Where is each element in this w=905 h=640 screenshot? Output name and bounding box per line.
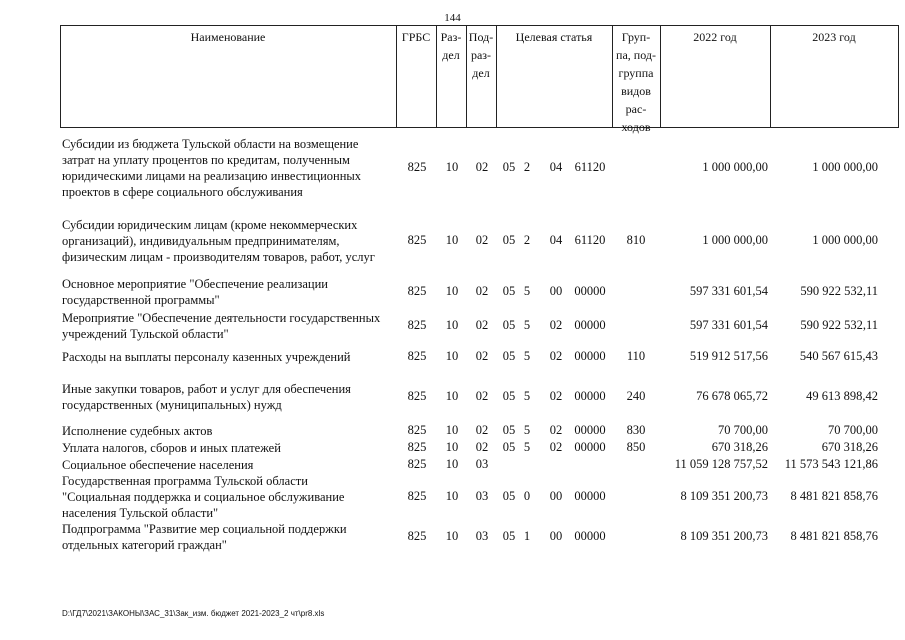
row-name: Государственная программа Тульской области "Социальная поддержка и социальное обслуживание населения Тульской области" bbox=[62, 474, 345, 520]
cell-2023: 590 922 532,11 bbox=[800, 318, 878, 332]
cell-c4: 00000 bbox=[574, 389, 606, 403]
row-name: Иные закупки товаров, работ и услуг для обеспечения государственных (муниципальных) нужд bbox=[62, 382, 351, 412]
cell-c2: 5 bbox=[523, 349, 531, 363]
cell-c2: 5 bbox=[523, 318, 531, 332]
cell-2022: 8 109 351 200,73 bbox=[680, 489, 768, 503]
cell-grbs: 825 bbox=[407, 440, 427, 454]
cell-2023: 590 922 532,11 bbox=[800, 284, 878, 298]
cell-rz: 10 bbox=[445, 489, 459, 503]
cell-2022: 519 912 517,56 bbox=[689, 349, 768, 363]
cell-c2: 1 bbox=[523, 529, 531, 543]
cell-vr: 110 bbox=[626, 349, 646, 363]
file-path-footer: D:\ГД7\2021\ЗАКОНЫ\ЗАС_31\Зак_изм. бюджет 2021-2023_2 чт\pr8.xls bbox=[62, 609, 325, 618]
cell-grbs: 825 bbox=[407, 284, 427, 298]
header-expense-group: Груп- па, под- группа видов рас- ходов bbox=[616, 30, 656, 134]
cell-2022: 11 059 128 757,52 bbox=[674, 457, 768, 471]
cell-pr: 03 bbox=[475, 529, 489, 543]
table-header bbox=[0, 25, 905, 134]
cell-rz: 10 bbox=[445, 318, 459, 332]
cell-c4: 61120 bbox=[574, 160, 606, 174]
cell-pr: 02 bbox=[475, 284, 489, 298]
cell-c4: 00000 bbox=[574, 318, 606, 332]
header-2022: 2022 год bbox=[693, 30, 737, 44]
cell-rz: 10 bbox=[445, 349, 459, 363]
page-number: 144 bbox=[444, 12, 461, 24]
cell-c4: 00000 bbox=[574, 423, 606, 437]
row-name: Уплата налогов, сборов и иных платежей bbox=[62, 441, 281, 455]
cell-grbs: 825 bbox=[407, 423, 427, 437]
cell-rz: 10 bbox=[445, 457, 459, 471]
cell-grbs: 825 bbox=[407, 349, 427, 363]
cell-c1: 05 bbox=[502, 284, 516, 298]
row-name: Мероприятие "Обеспечение деятельности государственных учреждений Тульской области" bbox=[62, 311, 381, 341]
cell-vr: 810 bbox=[626, 233, 646, 247]
cell-pr: 02 bbox=[475, 423, 489, 437]
cell-pr: 02 bbox=[475, 233, 489, 247]
cell-grbs: 825 bbox=[407, 233, 427, 247]
cell-c1: 05 bbox=[502, 160, 516, 174]
cell-rz: 10 bbox=[445, 284, 459, 298]
header-2023: 2023 год bbox=[812, 30, 856, 44]
cell-c2: 5 bbox=[523, 440, 531, 454]
cell-pr: 03 bbox=[475, 489, 489, 503]
cell-pr: 03 bbox=[475, 457, 489, 471]
cell-2022: 1 000 000,00 bbox=[702, 233, 768, 247]
header-razdel: Раз- дел bbox=[440, 30, 462, 62]
cell-grbs: 825 bbox=[407, 160, 427, 174]
cell-2023: 49 613 898,42 bbox=[806, 389, 878, 403]
cell-c3: 02 bbox=[549, 440, 563, 454]
cell-grbs: 825 bbox=[407, 457, 427, 471]
cell-2022: 1 000 000,00 bbox=[702, 160, 768, 174]
cell-c3: 00 bbox=[549, 489, 563, 503]
cell-rz: 10 bbox=[445, 233, 459, 247]
cell-2023: 540 567 615,43 bbox=[799, 349, 878, 363]
cell-vr: 830 bbox=[626, 423, 646, 437]
cell-2022: 597 331 601,54 bbox=[689, 284, 768, 298]
cell-c2: 5 bbox=[523, 389, 531, 403]
cell-c1: 05 bbox=[502, 423, 516, 437]
cell-c4: 00000 bbox=[574, 529, 606, 543]
cell-vr: 850 bbox=[626, 440, 646, 454]
cell-c1: 05 bbox=[502, 233, 516, 247]
cell-c1: 05 bbox=[502, 389, 516, 403]
cell-2022: 76 678 065,72 bbox=[696, 389, 768, 403]
cell-2023: 70 700,00 bbox=[828, 423, 878, 437]
row-name: Субсидии из бюджета Тульской области на возмещение затрат на уплату процентов по кредитам, полученным юридическими лицами на реализацию инвестиционных проектов в сфере социального обслуживания bbox=[62, 137, 362, 199]
cell-pr: 02 bbox=[475, 160, 489, 174]
cell-c1: 05 bbox=[502, 440, 516, 454]
cell-grbs: 825 bbox=[407, 529, 427, 543]
cell-c3: 00 bbox=[549, 529, 563, 543]
cell-2023: 8 481 821 858,76 bbox=[790, 529, 878, 543]
cell-2022: 8 109 351 200,73 bbox=[680, 529, 768, 543]
cell-c1: 05 bbox=[502, 529, 516, 543]
cell-c2: 5 bbox=[523, 423, 531, 437]
cell-c2: 2 bbox=[523, 160, 531, 174]
cell-c3: 02 bbox=[549, 349, 563, 363]
cell-rz: 10 bbox=[445, 160, 459, 174]
cell-rz: 10 bbox=[445, 423, 459, 437]
cell-2022: 670 318,26 bbox=[711, 440, 768, 454]
cell-c2: 0 bbox=[523, 489, 531, 503]
cell-grbs: 825 bbox=[407, 489, 427, 503]
cell-rz: 10 bbox=[445, 389, 459, 403]
row-name: Субсидии юридическим лицам (кроме некоммерческих организаций), индивидуальным предпринимателям, физическим лицам - производителям товаров, работ, услуг bbox=[62, 218, 375, 264]
cell-c1: 05 bbox=[502, 489, 516, 503]
cell-pr: 02 bbox=[475, 349, 489, 363]
cell-c3: 02 bbox=[549, 318, 563, 332]
cell-vr: 240 bbox=[626, 389, 646, 403]
row-name: Основное мероприятие "Обеспечение реализации государственной программы" bbox=[62, 277, 328, 307]
header-target-article: Целевая статья bbox=[515, 30, 593, 44]
cell-c4: 00000 bbox=[574, 349, 606, 363]
row-name: Социальное обеспечение населения bbox=[62, 458, 254, 472]
cell-grbs: 825 bbox=[407, 389, 427, 403]
row-name: Подпрограмма "Развитие мер социальной поддержки отдельных категорий граждан" bbox=[62, 522, 347, 552]
cell-c3: 00 bbox=[549, 284, 563, 298]
cell-c3: 02 bbox=[549, 423, 563, 437]
cell-c1: 05 bbox=[502, 349, 516, 363]
row-name: Расходы на выплаты персоналу казенных учреждений bbox=[62, 350, 351, 364]
header-name: Наименование bbox=[190, 30, 266, 44]
cell-2023: 670 318,26 bbox=[821, 440, 878, 454]
cell-rz: 10 bbox=[445, 440, 459, 454]
cell-c1: 05 bbox=[502, 318, 516, 332]
cell-c4: 00000 bbox=[574, 440, 606, 454]
cell-c2: 2 bbox=[523, 233, 531, 247]
cell-2023: 11 573 543 121,86 bbox=[784, 457, 878, 471]
cell-c4: 00000 bbox=[574, 489, 606, 503]
cell-2022: 597 331 601,54 bbox=[689, 318, 768, 332]
row-name: Исполнение судебных актов bbox=[62, 424, 213, 438]
cell-pr: 02 bbox=[475, 440, 489, 454]
header-grbs: ГРБС bbox=[401, 30, 431, 44]
cell-2023: 8 481 821 858,76 bbox=[790, 489, 878, 503]
cell-2022: 70 700,00 bbox=[718, 423, 768, 437]
header-podrazdel: Под- раз- дел bbox=[468, 30, 494, 80]
cell-2023: 1 000 000,00 bbox=[812, 233, 878, 247]
cell-c3: 02 bbox=[549, 389, 563, 403]
cell-pr: 02 bbox=[475, 318, 489, 332]
cell-grbs: 825 bbox=[407, 318, 427, 332]
cell-c3: 04 bbox=[549, 233, 563, 247]
cell-pr: 02 bbox=[475, 389, 489, 403]
cell-2023: 1 000 000,00 bbox=[812, 160, 878, 174]
cell-rz: 10 bbox=[445, 529, 459, 543]
cell-c4: 00000 bbox=[574, 284, 606, 298]
cell-c4: 61120 bbox=[574, 233, 606, 247]
cell-c3: 04 bbox=[549, 160, 563, 174]
cell-c2: 5 bbox=[523, 284, 531, 298]
